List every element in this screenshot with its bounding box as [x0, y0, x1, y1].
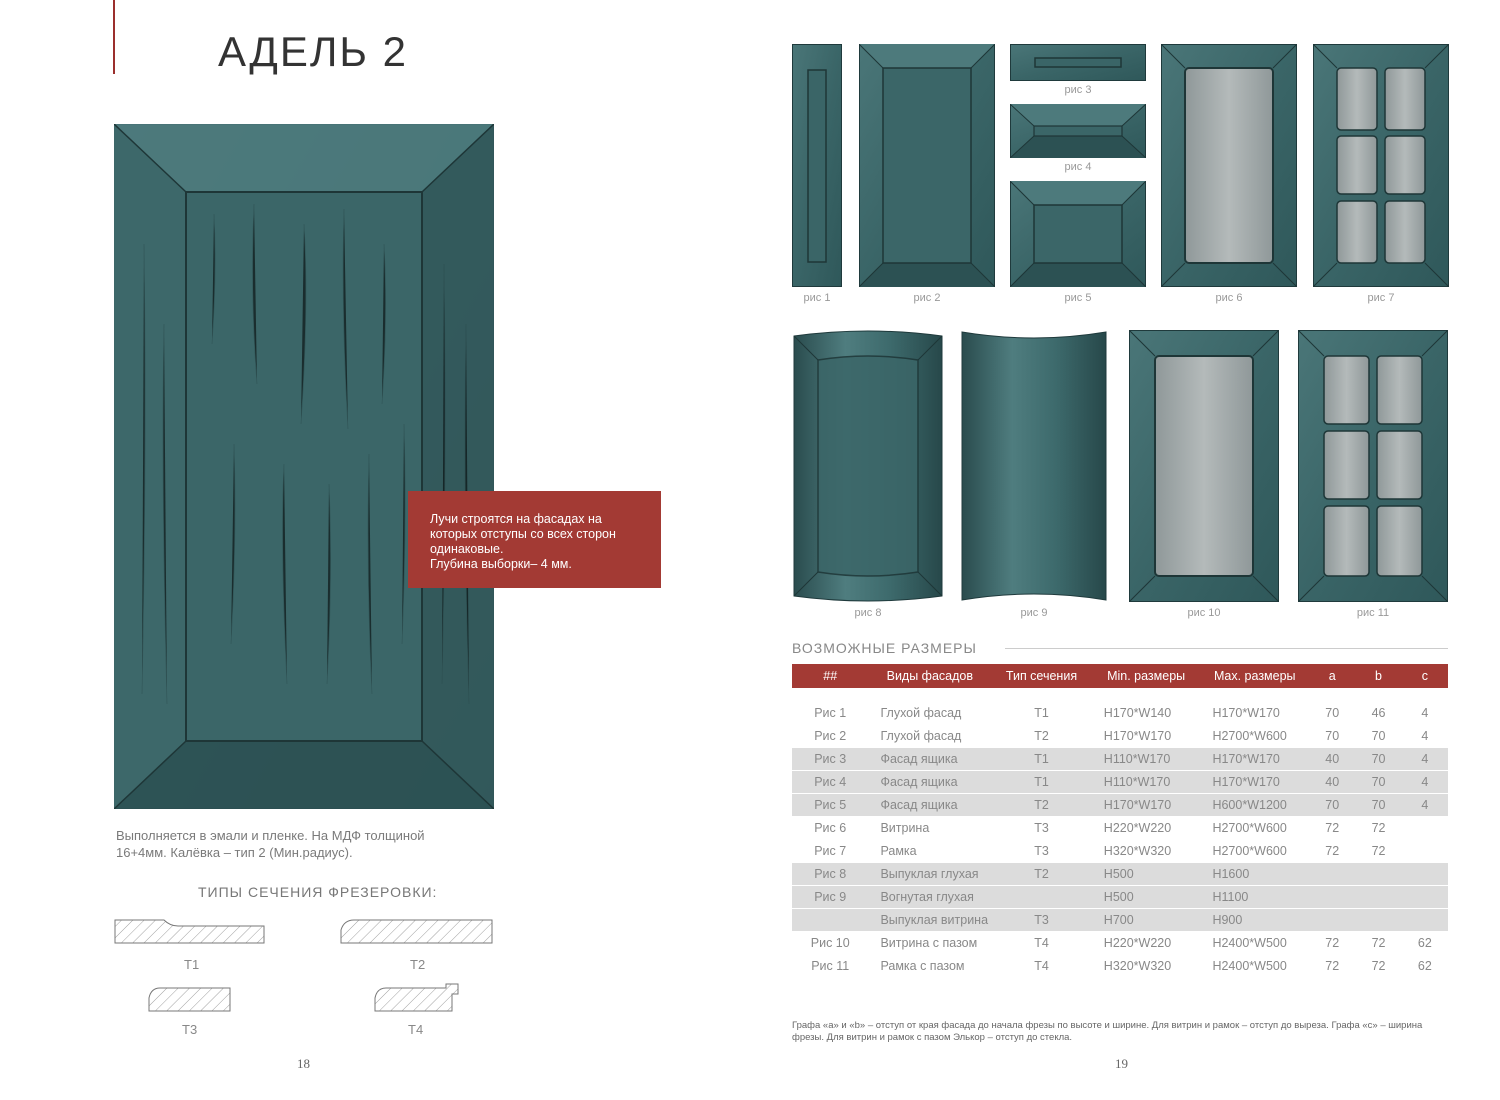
description-line: 16+4мм. Калёвка – тип 2 (Мин.радиус).	[116, 845, 353, 860]
table-row	[792, 931, 1448, 954]
col-header: c	[1402, 664, 1448, 688]
col-header: a	[1309, 664, 1355, 688]
table-cell-c: 4	[1402, 724, 1448, 747]
table-cell-a	[1309, 885, 1355, 908]
figure-7-image	[1313, 44, 1449, 287]
table-row	[792, 839, 1448, 862]
table-cell-type: Выпуклая глухая	[868, 862, 991, 885]
figure-5-caption: рис 5	[1064, 292, 1092, 304]
table-cell-type: Выпуклая витрина	[868, 908, 991, 931]
table-cell-section: T2	[991, 862, 1092, 885]
table-cell-min: H320*W320	[1092, 839, 1201, 862]
table-cell-section: T1	[991, 770, 1092, 793]
table-cell-section: T3	[991, 839, 1092, 862]
table-cell-min: H170*W170	[1092, 724, 1201, 747]
page-title: АДЕЛЬ 2	[218, 28, 409, 75]
table-cell-b: 72	[1355, 931, 1401, 954]
callout-line: Лучи строятся на фасадах на	[430, 512, 602, 526]
figure-8-caption: рис 8	[854, 607, 882, 619]
profile-t3-drawing	[148, 984, 232, 1012]
table-cell-c: 62	[1402, 954, 1448, 977]
table-cell-section: T1	[991, 747, 1092, 770]
table-cell-section: T2	[991, 793, 1092, 816]
table-cell-section: T2	[991, 724, 1092, 747]
figure-10-image	[1129, 330, 1279, 602]
figure-7-caption: рис 7	[1367, 292, 1395, 304]
figure-10-caption: рис 10	[1187, 607, 1221, 619]
table-row	[792, 701, 1448, 724]
profile-t2-drawing	[340, 916, 494, 944]
profile-t2-label: T2	[410, 957, 426, 972]
table-row	[792, 724, 1448, 747]
table-cell-type: Глухой фасад	[868, 701, 991, 724]
table-cell-min: H500	[1092, 862, 1201, 885]
table-cell-b: 70	[1355, 793, 1401, 816]
spacer-row	[792, 688, 1448, 701]
table-cell-max: H1100	[1200, 885, 1309, 908]
table-cell-b: 72	[1355, 954, 1401, 977]
table-cell-b: 70	[1355, 770, 1401, 793]
table-row	[792, 885, 1448, 908]
table-cell-section	[991, 885, 1092, 908]
profiles-title: ТИПЫ СЕЧЕНИЯ ФРЕЗЕРОВКИ:	[198, 884, 438, 900]
figure-3-image	[1010, 44, 1146, 81]
table-cell-a: 70	[1309, 793, 1355, 816]
figure-1-caption: рис 1	[803, 292, 831, 304]
table-cell-max: H1600	[1200, 862, 1309, 885]
table-cell-c: 4	[1402, 770, 1448, 793]
table-cell-max: H170*W170	[1200, 770, 1309, 793]
table-cell-b	[1355, 885, 1401, 908]
col-header: Тип сечения	[991, 664, 1092, 688]
table-header-row	[792, 664, 1448, 688]
table-cell-type: Рамка с пазом	[868, 954, 991, 977]
col-header: b	[1355, 664, 1401, 688]
col-header: ##	[792, 664, 868, 688]
description-line: Выполняется в эмали и пленке. На МДФ толщиной	[116, 828, 425, 843]
table-cell-a: 40	[1309, 747, 1355, 770]
table-row	[792, 816, 1448, 839]
table-cell-min: H700	[1092, 908, 1201, 931]
col-header: Min. размеры	[1092, 664, 1201, 688]
table-cell-max: H170*W170	[1200, 701, 1309, 724]
table-cell-fig: Рис 1	[792, 701, 868, 724]
table-cell-type: Витрина с пазом	[868, 931, 991, 954]
callout-box	[408, 491, 661, 588]
col-header: Виды фасадов	[868, 664, 991, 688]
table-cell-min: H500	[1092, 885, 1201, 908]
profile-t4-drawing	[374, 982, 460, 1012]
table-row	[792, 862, 1448, 885]
table-cell-type: Фасад ящика	[868, 793, 991, 816]
table-cell-a: 70	[1309, 724, 1355, 747]
figure-2-caption: рис 2	[913, 292, 941, 304]
table-cell-max: H2400*W500	[1200, 954, 1309, 977]
col-header: Max. размеры	[1200, 664, 1309, 688]
figure-2-image	[859, 44, 995, 287]
figure-5-image	[1010, 181, 1146, 287]
table-row	[792, 747, 1448, 770]
divider	[1005, 648, 1448, 649]
table-cell-max: H600*W1200	[1200, 793, 1309, 816]
table-row	[792, 954, 1448, 977]
table-cell-fig: Рис 3	[792, 747, 868, 770]
table-cell-a: 40	[1309, 770, 1355, 793]
table-row	[792, 770, 1448, 793]
table-cell-b	[1355, 862, 1401, 885]
table-cell-a	[1309, 908, 1355, 931]
table-cell-c	[1402, 816, 1448, 839]
figure-4-image	[1010, 104, 1146, 158]
table-cell-section: T4	[991, 954, 1092, 977]
table-cell-type: Вогнутая глухая	[868, 885, 991, 908]
table-cell-type: Фасад ящика	[868, 747, 991, 770]
table-cell-fig: Рис 9	[792, 885, 868, 908]
table-cell-c: 4	[1402, 747, 1448, 770]
table-cell-min: H170*W170	[1092, 793, 1201, 816]
table-cell-c	[1402, 862, 1448, 885]
table-cell-b	[1355, 908, 1401, 931]
figure-9-image	[960, 330, 1108, 602]
table-cell-max: H900	[1200, 908, 1309, 931]
door-main-image	[114, 124, 494, 809]
table-row	[792, 793, 1448, 816]
callout-line: которых отступы со всех сторон	[430, 527, 616, 541]
figure-1-image	[792, 44, 842, 287]
table-cell-max: H170*W170	[1200, 747, 1309, 770]
table-cell-b: 70	[1355, 724, 1401, 747]
right-page	[750, 0, 1500, 1100]
table-cell-a: 72	[1309, 839, 1355, 862]
accent-line	[113, 0, 115, 74]
table-cell-max: H2700*W600	[1200, 816, 1309, 839]
table-cell-min: H110*W170	[1092, 747, 1201, 770]
figure-11-caption: рис 11	[1356, 607, 1390, 619]
table-cell-c: 4	[1402, 793, 1448, 816]
figure-6-image	[1161, 44, 1297, 287]
table-cell-section: T3	[991, 908, 1092, 931]
table-cell-a	[1309, 862, 1355, 885]
table-row	[792, 908, 1448, 931]
table-cell-fig: Рис 2	[792, 724, 868, 747]
table-cell-section: T1	[991, 701, 1092, 724]
table-cell-type: Рамка	[868, 839, 991, 862]
table-cell-fig: Рис 5	[792, 793, 868, 816]
callout-line: одинаковые.	[430, 542, 504, 556]
page-number: 19	[1115, 1056, 1128, 1071]
table-cell-min: H320*W320	[1092, 954, 1201, 977]
figure-9-caption: рис 9	[1020, 607, 1048, 619]
figure-11-image	[1298, 330, 1448, 602]
table-cell-a: 72	[1309, 931, 1355, 954]
table-cell-c: 4	[1402, 701, 1448, 724]
table-cell-fig: Рис 7	[792, 839, 868, 862]
profile-t3-label: T3	[182, 1022, 198, 1037]
figure-3-caption: рис 3	[1064, 84, 1092, 96]
table-cell-a: 72	[1309, 816, 1355, 839]
sizes-table	[792, 664, 1448, 977]
table-cell-c	[1402, 885, 1448, 908]
sizes-title: ВОЗМОЖНЫЕ РАЗМЕРЫ	[792, 640, 977, 656]
profile-t4-label: T4	[408, 1022, 424, 1037]
footnote: Графа «а» и «b» – отступ от края фасада до начала фрезы по высоте и ширине. Для витрин и рамок – отступ до выреза. Графа «с» – ширина фрезы. Для витрин и рамок с пазом Элькор – отступ до стекла.	[792, 1020, 1423, 1043]
table-cell-min: H220*W220	[1092, 931, 1201, 954]
table-cell-b: 46	[1355, 701, 1401, 724]
table-cell-b: 72	[1355, 816, 1401, 839]
table-cell-b: 72	[1355, 839, 1401, 862]
table-cell-min: H170*W140	[1092, 701, 1201, 724]
table-cell-fig: Рис 4	[792, 770, 868, 793]
table-cell-section: T3	[991, 816, 1092, 839]
table-cell-type: Витрина	[868, 816, 991, 839]
table-cell-fig: Рис 6	[792, 816, 868, 839]
table-cell-type: Глухой фасад	[868, 724, 991, 747]
table-cell-b: 70	[1355, 747, 1401, 770]
table-cell-c: 62	[1402, 931, 1448, 954]
table-cell-fig	[792, 908, 868, 931]
page-number: 18	[297, 1056, 310, 1071]
table-cell-section: T4	[991, 931, 1092, 954]
table-cell-fig: Рис 8	[792, 862, 868, 885]
table-cell-fig: Рис 10	[792, 931, 868, 954]
figure-8-image	[792, 330, 944, 602]
table-cell-type: Фасад ящика	[868, 770, 991, 793]
figure-6-caption: рис 6	[1215, 292, 1243, 304]
table-cell-a: 70	[1309, 701, 1355, 724]
table-cell-a: 72	[1309, 954, 1355, 977]
callout-line: Глубина выборки– 4 мм.	[430, 557, 572, 571]
table-cell-max: H2700*W600	[1200, 724, 1309, 747]
table-cell-max: H2400*W500	[1200, 931, 1309, 954]
figure-4-caption: рис 4	[1064, 161, 1092, 173]
table-cell-c	[1402, 839, 1448, 862]
profile-t1-label: T1	[184, 957, 200, 972]
table-cell-min: H110*W170	[1092, 770, 1201, 793]
description	[116, 827, 496, 861]
table-cell-max: H2700*W600	[1200, 839, 1309, 862]
table-cell-c	[1402, 908, 1448, 931]
table-cell-min: H220*W220	[1092, 816, 1201, 839]
profile-t1-drawing	[114, 916, 266, 944]
table-cell-fig: Рис 11	[792, 954, 868, 977]
